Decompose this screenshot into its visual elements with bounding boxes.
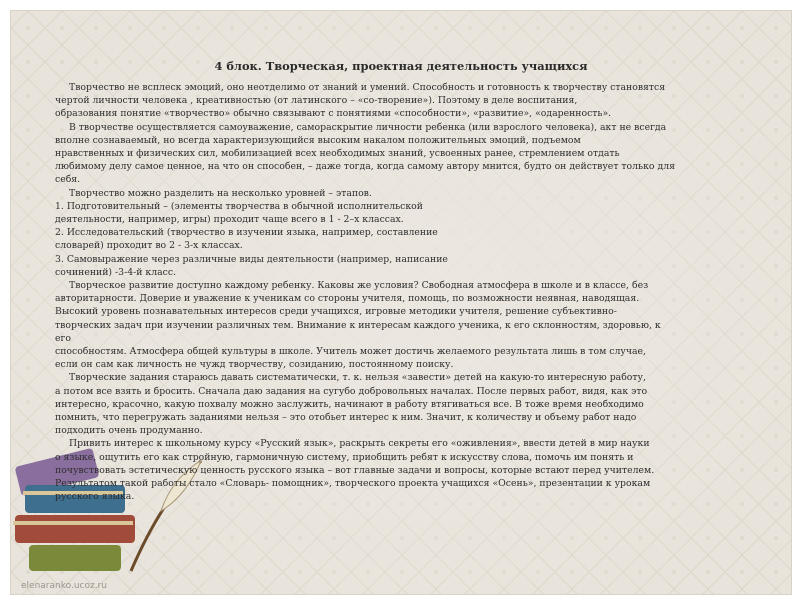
text-line: 1. Подготовительный – (элементы творчества в обычной исполнительской	[55, 200, 423, 212]
text-line: себя.	[55, 174, 81, 186]
text-line: если он сам как личность не чужд творчеству, созиданию, постоянному поиску.	[55, 359, 454, 371]
text-line: творческих задач при изучении различных тем. Внимание к интересам каждого ученика, к его склонностям, здоровью, к	[55, 319, 661, 331]
slide	[10, 10, 792, 595]
text-line: а потом все взять и бросить. Сначала даю задания на сугубо добровольных началах. После первых работ, видя, как это	[55, 385, 648, 397]
watermark: elenaranko.ucoz.ru	[21, 581, 107, 591]
text-line: почувствовать эстетическую ценность русского языка – вот главные задачи и вопросы, которые встают перед учителем.	[55, 464, 655, 476]
text-line: Творческое развитие доступно каждому ребенку. Каковы же условия? Свободная атмосфера в школе и в классе, без	[69, 280, 649, 292]
text-line: словарей) проходит во 2 - 3-х классах.	[55, 240, 243, 252]
text-line: Творческие задания стараюсь давать систематически, т. к. нельзя «завести» детей на какую-то интересную работу,	[69, 372, 646, 384]
text-line: Творчество можно разделить на несколько уровней – этапов.	[69, 187, 372, 199]
text-line: помнить, что перегружать заданиями нельзя – это отобьет интерес к ним. Значит, к количеству и объему работ надо	[55, 412, 637, 424]
text-line: образования понятие «творчество» обычно связывают с понятиями «способности», «развитие», «одаренность».	[55, 108, 612, 120]
text-line: деятельности, например, игры) проходит чаще всего в 1 - 2–х классах.	[55, 214, 404, 226]
text-line: Результатом такой работы стало «Словарь- помощник», творческого проекта учащихся «Осень», презентации к урокам	[55, 478, 651, 490]
text-line: 2. Исследовательский (творчество в изучении языка, например, составление	[55, 227, 438, 239]
text-line: русского языка.	[55, 491, 135, 503]
text-line: интересно, красочно, какую похвалу можно заслужить, начинают в работу втягиваться все. В тоже время необходимо	[55, 398, 644, 410]
text-line: подходить очень продуманно.	[55, 425, 203, 437]
text-line: вполне сознаваемый, но всегда характеризующийся высоким накалом положительных эмоций, подъемом	[55, 134, 581, 146]
text-line: любимому делу самое ценное, на что он способен, – даже тогда, когда самому автору мнится, будто он действует только для	[55, 161, 675, 173]
slide-body-text	[55, 81, 765, 504]
slide-title: 4 блок. Творческая, проектная деятельность учащихся	[214, 59, 588, 73]
text-line: сочинений) -3-4-й класс.	[55, 266, 177, 278]
text-line: авторитарности. Доверие и уважение к ученикам со стороны учителя, помощь, по возможности неявная, наводящая.	[55, 293, 640, 305]
text-line: о языке, ощутить его как стройную, гармоничную систему, приобщить ребят к искусству слова, помочь им понять и	[55, 451, 634, 463]
text-line: 3. Самовыражение через различные виды деятельности (например, написание	[55, 253, 448, 265]
text-line: Творчество не всплеск эмоций, оно неотделимо от знаний и умений. Способность и готовность к творчеству становятся	[69, 82, 666, 93]
text-line: нравственных и физических сил, мобилизацией всех необходимых знаний, усвоенных ранее, стремлением отдать	[55, 148, 620, 160]
text-line: его	[55, 332, 71, 344]
text-line: В творчестве осуществляется самоуважение, самораскрытие личности ребенка (или взрослого человека), акт не всегда	[69, 121, 667, 133]
text-line: чертой личности человека , креативностью (от латинского – «со-творение»). Поэтому в деле воспитания,	[55, 95, 578, 107]
text-line: Высокий уровень познавательных интересов среди учащихся, игровые методики учителя, решение субъективно-	[55, 306, 617, 318]
text-line: Привить интерес к школьному курсу «Русский язык», раскрыть секреты его «оживления», ввести детей в мир науки	[69, 438, 650, 450]
text-line: способностям. Атмосфера общей культуры в школе. Учитель может достичь желаемого результата лишь в том случае,	[55, 346, 647, 358]
